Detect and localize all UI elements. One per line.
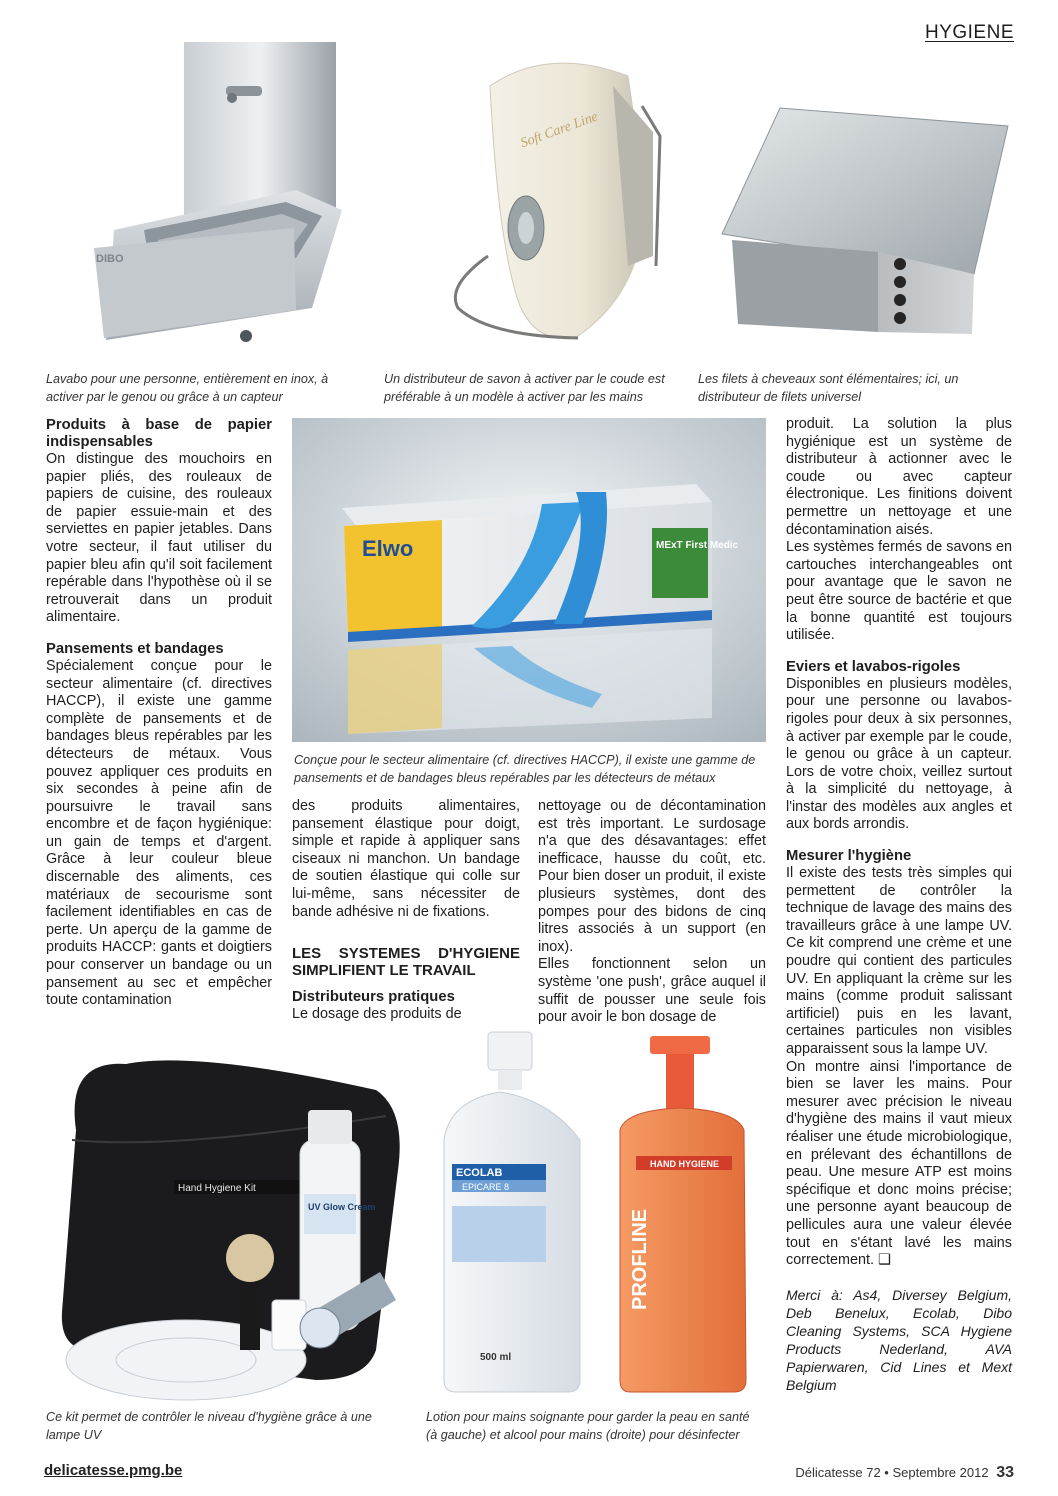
heading-hygiene-systems: LES SYSTEMES D'HYGIENE SIMPLIFIENT LE TRAVAIL: [292, 945, 520, 980]
bottles-illustration: [440, 1030, 756, 1400]
paragraph-sinks: Disponibles en plusieurs modèles, pour une personne ou lavabos-rigoles pour deux à six personnes, à activer par exemple par le coude, le genou ou grâce à un capteur. Lors de votre choix, veillez surtout à la simplicité du nettoyage, à l'instar des modèles aux angles et aux bords arrondis.: [786, 675, 1012, 833]
profline-brand: PROFLINE: [629, 1208, 651, 1310]
lotion-bottles-photo: [440, 1030, 756, 1400]
sink-illustration: [86, 40, 354, 362]
bandages-label: MExT First Medic: [656, 540, 739, 551]
heading-dispensers: Distributeurs pratiques: [292, 989, 455, 1006]
paragraph-paper-products: On distingue des mouchoirs en papier pliés, des rouleaux de papiers de cuisine, des rouleaux de papier essuie-main et des serviettes en papier jetables. Dans votre secteur, il faut utiliser du papier bleu afin qu'il soit facilement repérable dans l'hypothèse où il se retrouverait dans un produit alimentaire.: [46, 451, 272, 626]
sink-photo: [86, 40, 354, 362]
kit-label: Hand Hygiene Kit: [178, 1183, 256, 1194]
hairnet-caption: Les filets à cheveaux sont élémentaires; ici, un distributeur de filets universel: [698, 372, 959, 404]
heading-paper-products: Produits à base de papier indispensables: [46, 417, 272, 450]
bandages-illustration: [292, 418, 766, 742]
paragraph-elbow-dispenser: produit. La solution la plus hygiénique est un système de distributeur à actionner avec le coude ou avec capteur électronique. Les finitions doivent permettre un nettoyage et une décontamination aisés.: [786, 416, 1012, 538]
issue-footer: [795, 1464, 1014, 1482]
column-3: [538, 798, 766, 1027]
dispenser-caption: Un distributeur de savon à activer par le coude est préférable à un modèle à activer par les mains: [384, 372, 665, 404]
paragraph-uv-test: Il existe des tests très simples qui permettent de contrôler la technique de lavage des mains des travailleurs grâce à une lampe UV. Ce kit comprend une crème et une poudre qui contient des particules UV. En appliquant la crème sur les mains (comme produit salissant artificiel) puis en les lavant, certaines particules non visibles apparaissent sous la lampe UV.: [786, 865, 1012, 1057]
paragraph-atp: On montre ainsi l'importance de bien se laver les mains. Pour mesurer avec précision le niveau d'hygiène des mains il vaut mieux réaliser une étude microbiologique, en prélevant des échantillons de peau. Une mesure ATP est moins spécifique et donc moins précise; une personne ayant beaucoup de pellicules aura une valeur élevée tout en s'étant lavé les mains correctement. ❑: [786, 1058, 1012, 1269]
heading-bandages: Pansements et bandages: [46, 640, 224, 657]
bottles-caption: Lotion pour mains soignante pour garder la peau en santé (à gauche) et alcool pour mains (droite) pour désinfecter: [426, 1410, 750, 1442]
bandages-caption: Conçue pour le secteur alimentaire (cf. directives HACCP), il existe une gamme de pansements et de bandages bleus repérables par les détecteurs de métaux: [294, 753, 756, 785]
profline-product: HAND HYGIENE: [650, 1159, 720, 1169]
page-number: 33: [996, 1464, 1014, 1481]
heading-measure-hygiene: Mesurer l'hygiène: [786, 848, 912, 865]
website-link[interactable]: delicatesse.pmg.be: [44, 1462, 183, 1479]
section-tag: HYGIENE: [924, 22, 1014, 43]
hairnet-dispenser-photo: [718, 104, 1014, 338]
column-1: [46, 417, 272, 1010]
paragraph-bandages: Spécialement conçue pour le secteur alimentaire (cf. directives HACCP), il existe une gamme complète de pansements et de bandages bleus repérables par les détecteurs de métaux. Vous pouvez appliquer ces produits en six secondes à peine afin de poursuivre le travail sans encombre et de façon hygiénique: un gain de temps et d'argent. Grâce à leur couleur bleue discernable des aliments, ces matériaux de secourisme sont facilement identifiables en cas de perte. Un aperçu de la gamme de produits HACCP: gants et doigtiers pour conserver un bandage ou un pansement au sec et empêcher toute contamination: [46, 657, 272, 1009]
hairnet-box-illustration: [718, 104, 1014, 338]
ecolab-brand: ECOLAB: [456, 1167, 503, 1179]
sink-brand: DIBO: [96, 253, 124, 265]
paragraph-cartridges: Les systèmes fermés de savons en cartouches interchangeables ont pour avantage que le savon ne peut être source de bactérie et que la bonne quantité est toujours utilisée.: [786, 539, 1012, 644]
heading-sinks: Eviers et lavabos-rigoles: [786, 658, 961, 675]
paragraph-dosage-start: Le dosage des produits de: [292, 1006, 462, 1023]
paragraph-one-push: Elles fonctionnent selon un système 'one push', grâce auquel il suffit de pousser une seule fois pour avoir le bon dosage de: [538, 956, 766, 1026]
paragraph-bandage-products: des produits alimentaires, pansement élastique pour doigt, simple et rapide à appliquer sans ciseaux ni manchon. Un bandage de soutien élastique qui colle sur lui-même, sans nécessiter de bande adhésive ni de fixations.: [292, 798, 520, 920]
issue-label: Délicatesse 72 • Septembre 2012: [795, 1465, 989, 1480]
acknowledgements: Merci à: As4, Diversey Belgium, Deb Benelux, Ecolab, Dibo Cleaning Systems, SCA Hygiene Products Nederland, AVA Papierwaren, Cid Lines et Mext Belgium: [786, 1286, 1012, 1393]
soap-dispenser-photo: [428, 46, 678, 354]
column-2: [292, 798, 520, 1024]
uv-cream-label: UV Glow Cream: [308, 1202, 376, 1212]
kit-illustration: [46, 1050, 410, 1402]
ecolab-volume: 500 ml: [480, 1352, 512, 1363]
sink-caption: Lavabo pour une personne, entièrement en inox, à activer par le genou ou grâce à un capteur: [46, 372, 329, 404]
column-4: [786, 416, 1012, 1394]
bandages-brand: Elwo: [362, 536, 414, 561]
kit-caption: Ce kit permet de contrôler le niveau d'hygiène grâce à une lampe UV: [46, 1410, 372, 1442]
bandages-photo: [292, 418, 766, 742]
dispenser-illustration: [428, 46, 678, 354]
paragraph-dosage: nettoyage ou de décontamination est très important. Le surdosage n'a que des désavantages: effet inefficace, hausse du coût, etc. Pour bien doser un produit, il existe plusieurs systèmes, dont des pompes pour des bidons de cinq litres associés à un support (en inox).: [538, 798, 766, 955]
ecolab-product: EPICARE 8: [462, 1182, 510, 1192]
dispenser-brand: Soft Care Line: [518, 109, 601, 152]
hand-hygiene-kit-photo: [46, 1050, 410, 1402]
